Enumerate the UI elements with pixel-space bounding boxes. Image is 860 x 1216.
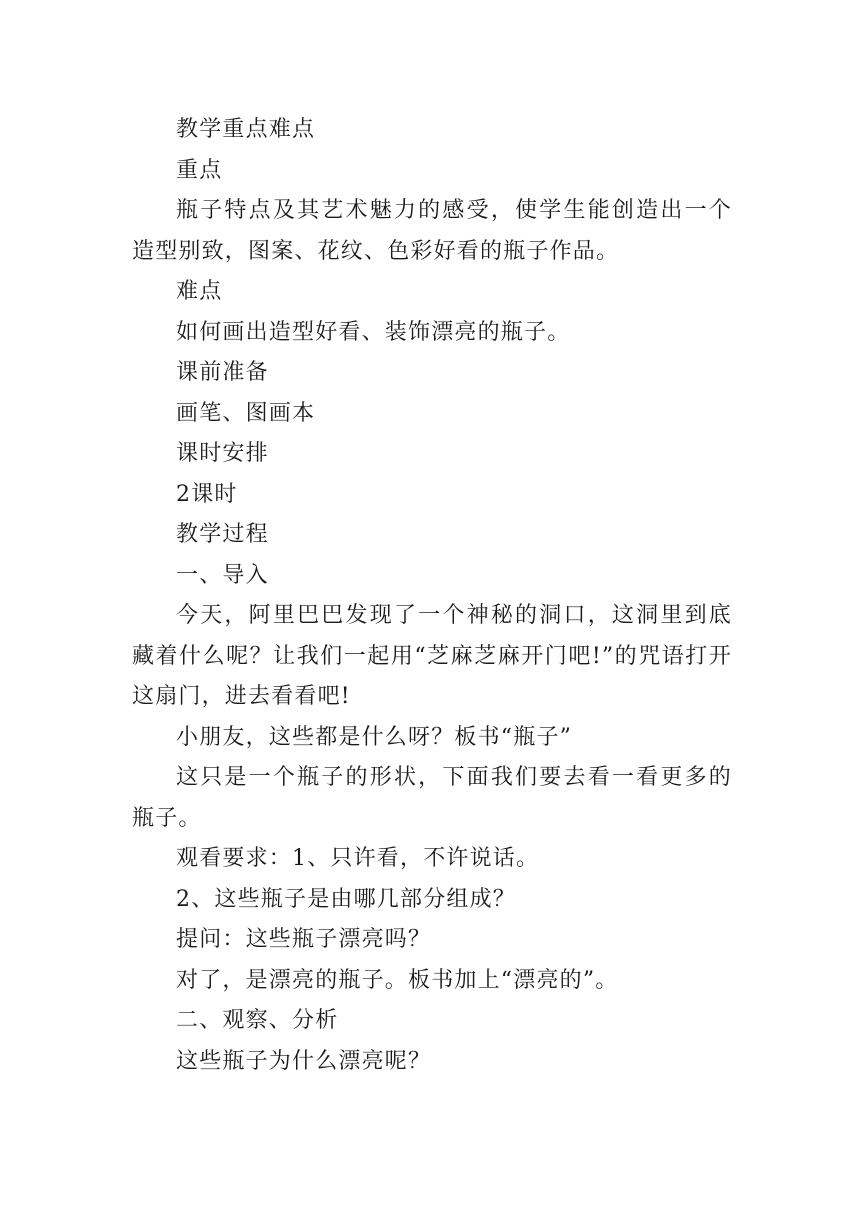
heading-key-points: 重点 — [176, 157, 223, 183]
paragraph-bottle-shape: 这只是一个瓶子的形状，下面我们要去看一看更多的瓶子。 — [132, 765, 732, 831]
heading-observe-analyze: 二、观察、分析 — [176, 1008, 339, 1033]
paragraph-schedule: 2课时 — [176, 481, 238, 507]
paragraph-difficult-points: 如何画出造型好看、装饰漂亮的瓶子。 — [176, 319, 571, 345]
paragraph-preparation: 画笔、图画本 — [176, 400, 316, 426]
heading-preparation: 课前准备 — [176, 360, 269, 385]
heading-teaching-process: 教学过程 — [176, 522, 269, 547]
paragraph-key-points: 瓶子特点及其艺术魅力的感受，使学生能创造出一个造型别致，图案、花纹、色彩好看的瓶子作品。 — [132, 198, 732, 264]
paragraph-why-pretty: 这些瓶子为什么漂亮呢？ — [176, 1048, 432, 1074]
paragraph-viewing-rule-1: 观看要求：1、只许看，不许说话。 — [176, 846, 540, 871]
document-body — [132, 110, 732, 1082]
paragraph-viewing-rule-2: 2、这些瓶子是由哪几部分组成？ — [176, 886, 516, 912]
heading-difficult-points: 难点 — [176, 279, 223, 304]
heading-key-difficult-points: 教学重点难点 — [176, 117, 316, 142]
paragraph-question-pretty: 提问：这些瓶子漂亮吗？ — [176, 927, 432, 952]
heading-schedule: 课时安排 — [176, 441, 269, 466]
paragraph-question-bottles: 小朋友，这些都是什么呀？板书“瓶子” — [176, 724, 573, 750]
paragraph-answer-pretty: 对了，是漂亮的瓶子。板书加上“漂亮的”。 — [176, 967, 619, 993]
heading-introduction: 一、导入 — [176, 562, 269, 588]
paragraph-introduction: 今天，阿里巴巴发现了一个神秘的洞口，这洞里到底藏着什么呢？让我们一起用“芝麻芝麻开门吧!”的咒语打开这扇门，进去看看吧! — [132, 603, 732, 709]
